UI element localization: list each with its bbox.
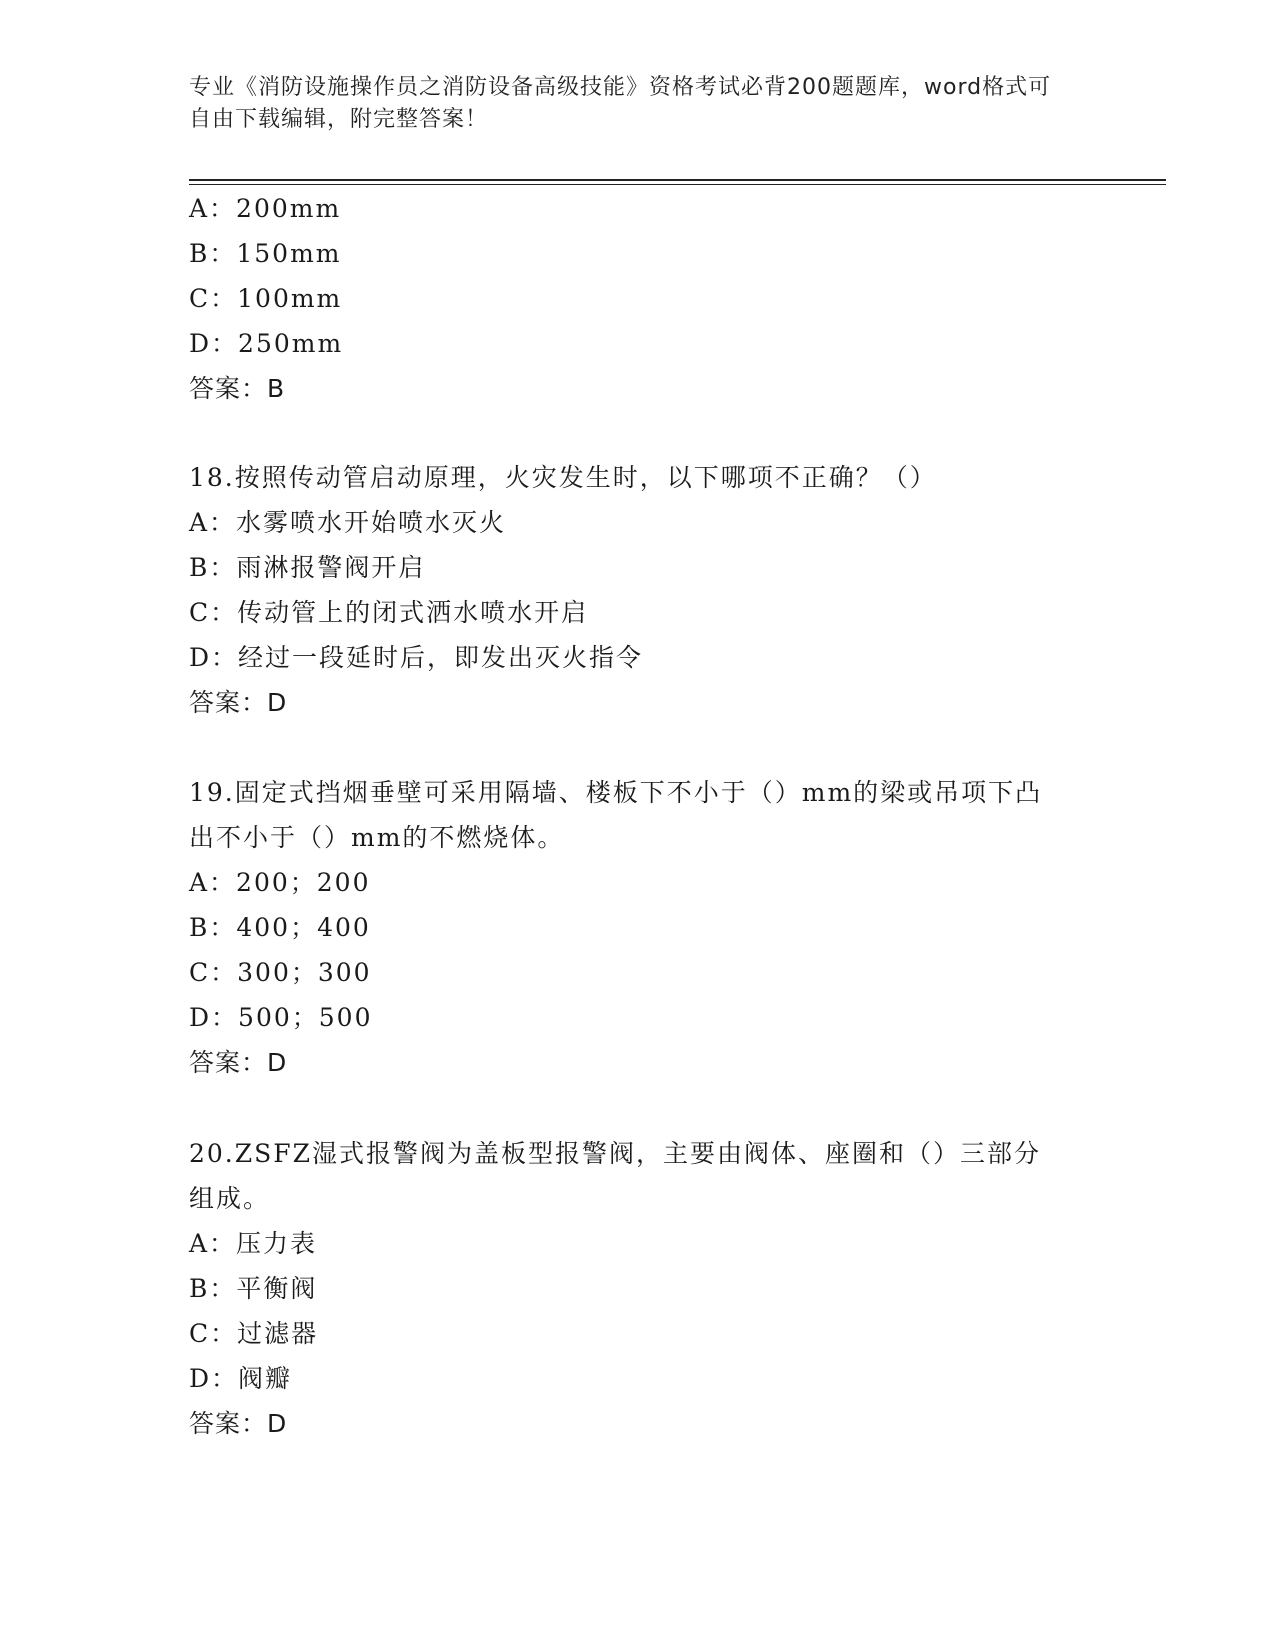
q18-answer: 答案：D — [189, 688, 288, 717]
q20-answer: 答案：D — [189, 1409, 288, 1438]
q18-option-c: C：传动管上的闭式洒水喷水开启 — [189, 598, 589, 627]
q17-option-a: A：200mm — [189, 194, 342, 223]
header-divider-thin — [189, 184, 1166, 185]
q18-option-d: D：经过一段延时后，即发出灭火指令 — [189, 643, 644, 672]
q18-stem: 18.按照传动管启动原理，火灾发生时，以下哪项不正确？（） — [189, 463, 937, 492]
document-header: 专业《消防设施操作员之消防设备高级技能》资格考试必背200题题库，word格式可自由下载编辑，附完整答案！ — [189, 75, 1052, 132]
q20-option-c: C：过滤器 — [189, 1319, 319, 1348]
q17-option-c: C：100mm — [189, 284, 343, 313]
header-divider-thick — [189, 179, 1166, 181]
q20-option-b: B：平衡阀 — [189, 1274, 318, 1303]
q20-option-d: D：阀瓣 — [189, 1364, 293, 1393]
q20-option-a: A：压力表 — [189, 1229, 318, 1258]
q20-stem-line-1: 20.ZSFZ湿式报警阀为盖板型报警阀，主要由阀体、座圈和（）三部分 — [189, 1139, 1041, 1168]
q17-option-d: D：250mm — [189, 329, 344, 358]
q19-option-a: A：200；200 — [189, 868, 371, 897]
q19-option-d: D：500；500 — [189, 1003, 373, 1032]
q17-option-b: B：150mm — [189, 239, 342, 268]
q19-stem-line-2: 出不小于（）mm的不燃烧体。 — [189, 823, 565, 852]
q19-stem-line-1: 19.固定式挡烟垂壁可采用隔墙、楼板下不小于（）mm的梁或吊项下凸 — [189, 778, 1043, 807]
q20-stem-line-2: 组成。 — [189, 1184, 271, 1213]
q17-answer: 答案：B — [189, 374, 286, 403]
q18-option-b: B：雨淋报警阀开启 — [189, 553, 426, 582]
q19-option-c: C：300；300 — [189, 958, 372, 987]
q19-answer: 答案：D — [189, 1048, 288, 1077]
q19-option-b: B：400；400 — [189, 913, 371, 942]
q18-option-a: A：水雾喷水开始喷水灭火 — [189, 508, 507, 537]
